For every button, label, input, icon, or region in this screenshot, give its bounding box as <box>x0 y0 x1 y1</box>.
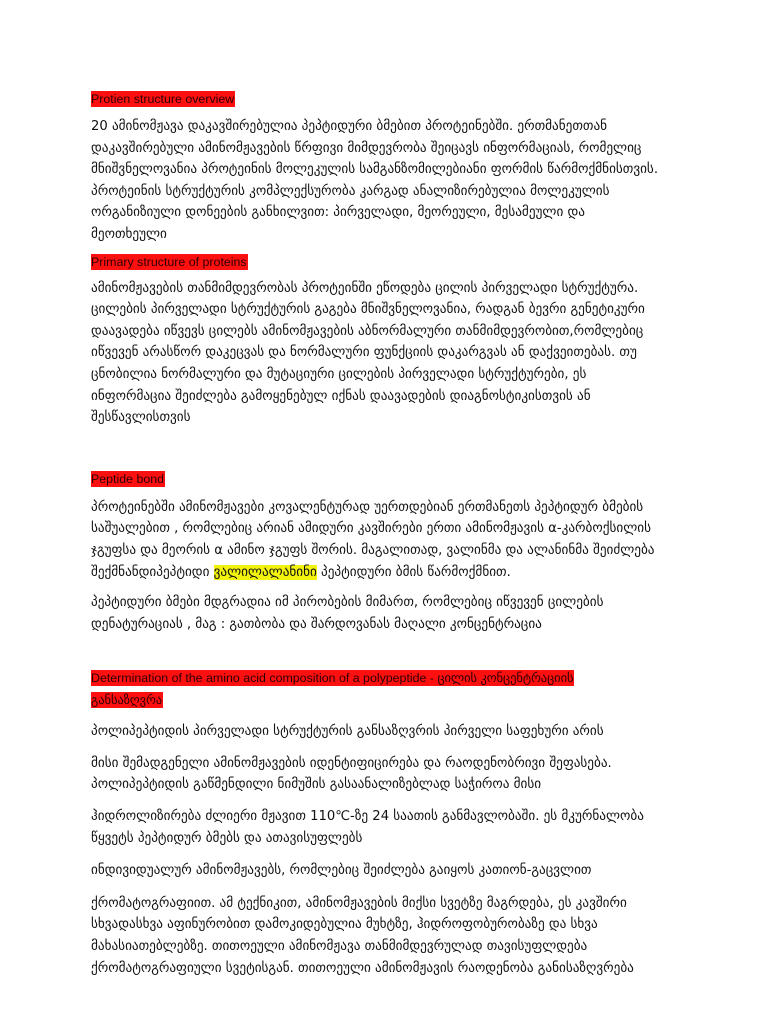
text-line: დაავადება იწვევს ცილებს ამინომჟავების აბნორმალური თანმიმდევრობით,რომლებიც <box>91 323 644 339</box>
text-line: ცნობილია ნორმალური და მუტაციური ცილების პირველადი სტრუქტურები, ეს <box>91 366 587 382</box>
text-line: ორგანიზიული დონეების განხილვით: პირველადი, მეორეული, მესამეული და <box>91 205 585 221</box>
heading-determination-line-1: Determination of the amino acid composition of a polypeptide - ცილის კონცენტრაციის <box>91 671 574 686</box>
text-line: პოლიპეპტიდის პირველადი სტრუქტურის განსაზღვრის პირველი საფეხური არის <box>91 724 604 740</box>
text-line: მისი შემადგენელი ამინომჟავების იდენტიფიცირება და რაოდენობრივი შეფასება. <box>91 755 612 771</box>
text-line: ამინომჟავების თანმიმდევრობას პროტეინში ეწოდება ცილის პირველადი სტრუქტურა. <box>91 280 639 296</box>
paragraph-determination-3 <box>91 806 691 849</box>
text-line: ინდივიდუალურ ამინომჟავებს, რომლებიც შეიძლება გაიყოს კათიონ-გაცვლით <box>91 863 592 879</box>
paragraph-overview <box>91 116 691 246</box>
text-line: პროტეინებში ამინომჟავები კოვალენტურად უერთდებიან ერთმანეთს პეპტიდურ ბმების <box>91 499 644 515</box>
text-line: მნიშვნელოვანია პროტეინის მოლეკულის სამგანზომილებიანი ფორმის წარმოქმნისთვის. <box>91 162 659 178</box>
paragraph-determination-1 <box>91 721 691 743</box>
paragraph-peptide-2 <box>91 592 691 635</box>
text-line: მახასიათებლებზე. თითოეული ამინომჟავა თანმიმდევრულად თავისუფლდება <box>91 939 588 955</box>
text-line: წყვეტს პეპტიდურ ბმებს და ათავისუფლებს <box>91 830 363 846</box>
heading-determination-row <box>91 667 691 711</box>
highlighted-term: ვალილალანინი <box>213 564 317 580</box>
heading-peptide-bond: Peptide bond <box>91 471 165 486</box>
paragraph-determination-2 <box>91 753 691 796</box>
heading-peptide-row <box>91 468 691 490</box>
heading-primary-row <box>91 251 691 273</box>
paragraph-determination-4 <box>91 860 691 882</box>
text-line: ჯგუფსა და მეორის α ამინო ჯგუფს შორის. მაგალითად, ვალინმა და ალანინმა შეიძლება <box>91 542 655 558</box>
text-line: პეპტიდური ბმები მდგრადია იმ პირობების მიმართ, რომლებიც იწვევენ ცილების <box>91 595 604 611</box>
paragraph-determination-5 <box>91 893 691 979</box>
text-line: ქრომატოგრაფიული სვეტისგან. თითოეული ამინომჟავის რაოდენობა განისაზღვრება <box>91 960 634 976</box>
text-line: ქრომატოგრაფიით. ამ ტექნიკით, ამინომჟავების მიქსი სვეტზე მაგრდება, ეს კავშირი <box>91 895 627 911</box>
text-line: სხვადასხვა აფინურობით დამოკიდებულია მუხტზე, ჰიდროფობურობაზე და სხვა <box>91 917 598 933</box>
paragraph-peptide-1 <box>91 497 691 583</box>
heading-primary-structure: Primary structure of proteins <box>91 254 247 269</box>
text-line: ინფორმაცია შეიძლება გამოყენებულ იქნას დაავადების დიაგნოსტიკისთვის ან <box>91 388 591 404</box>
text-line-with-highlight <box>91 562 691 584</box>
text-line: საშუალებით , რომლებიც არიან ამიდური კავშირები ერთი ამინომჟავის α-კარბოქსილის <box>91 521 651 537</box>
text-fragment: პეპტიდური ბმის წარმოქმნით. <box>316 564 511 580</box>
text-line: პროტეინის სტრუქტურის კომპლექსურობა კარგად ანალიზირებულია მოლეკულის <box>91 183 610 199</box>
text-line: პოლიპეპტიდის გაწმენდილი ნიმუშის გასაანალიზებლად საჭიროა მისი <box>91 777 542 793</box>
text-fragment: შექმნანდიპეპტიდი <box>91 564 214 580</box>
heading-overview-row <box>91 88 691 110</box>
text-line: მეოთხეული <box>91 226 167 242</box>
text-line: დენატურაციას , მაგ : გათბობა და შარდოვანას მაღალი კონცენტრაცია <box>91 616 542 632</box>
text-line: დაკავშირებული ამინომჟავების წრფივი მიმდევრობა შეიცავს ინფორმაციას, რომელიც <box>91 140 642 156</box>
document-page <box>91 88 691 979</box>
paragraph-primary <box>91 278 691 429</box>
text-line: ცილების პირველადი სტრუქტურის გაგება მნიშვნელოვანია, რადგან ბევრი გენეტიკური <box>91 302 645 318</box>
text-line: იწვევენ არასწორ დაკეცვას და ნორმალური ფუნქციის დაკარგვას ან დაქვეითებას. თუ <box>91 345 637 361</box>
heading-determination-line-2: განსაზღვრა <box>91 693 163 708</box>
text-line: 20 ამინომჟავა დაკავშირებულია პეპტიდური ბმებით პროტეინებში. ერთმანეთთან <box>91 119 608 134</box>
text-line: შესწავლისთვის <box>91 410 191 426</box>
heading-protein-structure-overview: Protien structure overview <box>91 92 235 106</box>
text-line: ჰიდროლიზირება ძლიერი მჟავით 110℃-ზე 24 საათის განმავლობაში. ეს მკურნალობა <box>91 809 644 825</box>
